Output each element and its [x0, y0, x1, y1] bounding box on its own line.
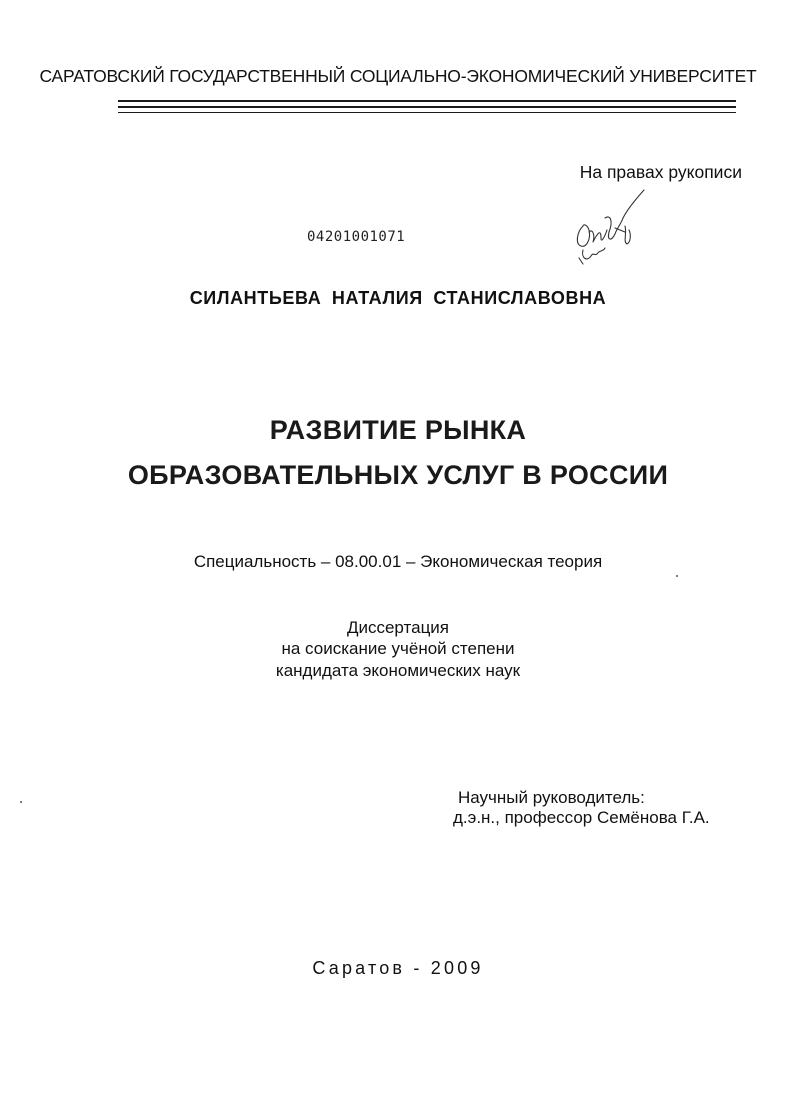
speciality-line: Специальность – 08.00.01 – Экономическая теория	[193, 552, 603, 571]
dissertation-title-line-1: РАЗВИТИЕ РЫНКА	[269, 415, 527, 445]
university-name: САРАТОВСКИЙ ГОСУДАРСТВЕННЫЙ СОЦИАЛЬНО-ЭКОНОМИЧЕСКИЙ УНИВЕРСИТЕТ	[39, 66, 757, 86]
registration-number: 04201001071	[307, 229, 406, 245]
city-year: Саратов - 2009	[312, 958, 484, 978]
scan-speck	[20, 801, 22, 803]
header-rule-top	[118, 100, 736, 102]
header-rule-middle	[118, 106, 736, 108]
degree-purpose: на соискание учёной степени	[281, 639, 515, 658]
handwritten-signature	[565, 188, 655, 270]
header-rule-bottom	[118, 112, 736, 113]
supervisor-label: Научный руководитель:	[458, 788, 645, 807]
degree-name: кандидата экономических наук	[275, 661, 521, 680]
author-name: СИЛАНТЬЕВА НАТАЛИЯ СТАНИСЛАВОВНА	[189, 288, 607, 308]
scan-speck	[676, 575, 678, 577]
rights-note: На правах рукописи	[579, 162, 742, 182]
dissertation-title-line-2: ОБРАЗОВАТЕЛЬНЫХ УСЛУГ В РОССИИ	[127, 460, 669, 490]
dissertation-label: Диссертация	[346, 618, 450, 637]
supervisor-name: д.э.н., профессор Семёнова Г.А.	[453, 808, 710, 827]
